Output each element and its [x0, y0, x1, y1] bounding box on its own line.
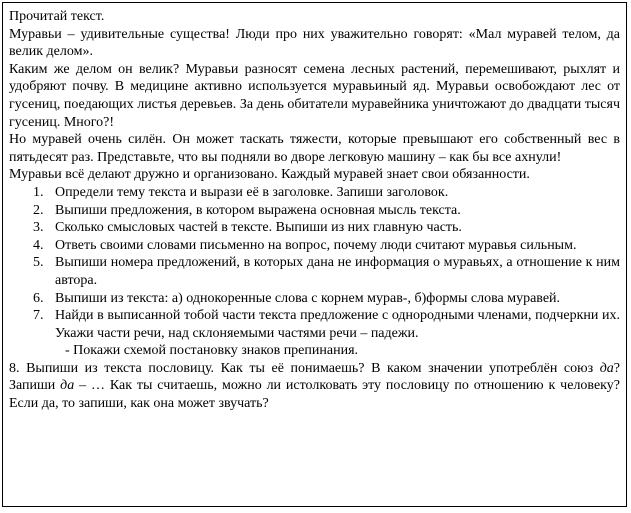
document-frame: [2, 2, 627, 507]
task-item: [9, 184, 620, 202]
task-8: [9, 360, 620, 413]
task-number: 3.: [33, 220, 44, 236]
task-8-rest: – … Как ты считаешь, можно ли истолковать эту пословицу по отношению к человеку? Если да, то запиши, как она может звучать?: [9, 378, 620, 412]
task-number: 2.: [33, 202, 44, 218]
task-7-note: - Покажи схемой постановку знаков препинания.: [65, 343, 359, 359]
task-text: Ответь своими словами письменно на вопрос, почему люди считают муравья сильным.: [55, 237, 577, 253]
task-item: [9, 254, 620, 289]
paragraph-deeds: Каким же делом он велик? Муравьи разносят семена лесных растений, перемешивают, рыхлят и удобряют почву. В медицине активно используется муравьиный яд. Муравьи освобождают лес от гусениц, поедающих листья деревьев. За день обитатели муравейника уничтожают до двадцати тысяч гусениц. Много?!: [9, 61, 620, 130]
document-title: Прочитай текст.: [9, 9, 105, 24]
task-item: [9, 202, 620, 220]
task-item: [9, 307, 620, 342]
task-item: [9, 219, 620, 237]
task-text: Выпиши номера предложений, в которых дана не информация о муравьях, а отношение к ним автора.: [55, 255, 620, 288]
task-text: Сколько смысловых частей в тексте. Выпиши из них главную часть.: [55, 220, 462, 236]
task-item: [9, 237, 620, 255]
task-number: 7.: [33, 308, 44, 324]
task-8-word-da: да: [599, 360, 614, 376]
task-number: 4.: [33, 237, 44, 253]
task-list: [9, 184, 620, 342]
paragraph-teamwork: Муравьи всё делают дружно и организовано. Каждый муравей знает свои обязанности.: [9, 167, 530, 183]
task-text: Определи тему текста и вырази её в заголовке. Запиши заголовок.: [55, 184, 449, 200]
paragraph-intro: Муравьи – удивительные существа! Люди про них уважительно говорят: «Мал муравей телом, да велик делом».: [9, 26, 620, 60]
task-item: [9, 290, 620, 308]
task-number: 6.: [33, 290, 44, 306]
task-text: Выпиши из текста: а) однокоренные слова с корнем мурав-, б)формы слова муравей.: [55, 290, 561, 306]
task-text: Выпиши предложения, в котором выражена основная мысль текста.: [55, 202, 461, 218]
task-number: 5.: [33, 255, 44, 271]
paragraph-strength: Но муравей очень силён. Он может таскать тяжести, которые превышают его собственный вес в пятьдесят раз. Представьте, что вы подняли во дворе легковую машину – как бы все ахнули!: [9, 132, 620, 165]
task-text: Найди в выписанной тобой части текста предложение с однородными членами, подчеркни их. Укажи части речи, над склоняемыми частями речи – падежи.: [55, 308, 620, 341]
task-8-middle: ? Запиши: [9, 360, 620, 394]
task-8-word-da-2: да: [60, 378, 75, 394]
task-number: 1.: [33, 184, 44, 200]
task-8-prefix: 8. Выпиши из текста пословицу. Как ты её понимаешь? В каком значении употреблён союз: [9, 360, 600, 376]
